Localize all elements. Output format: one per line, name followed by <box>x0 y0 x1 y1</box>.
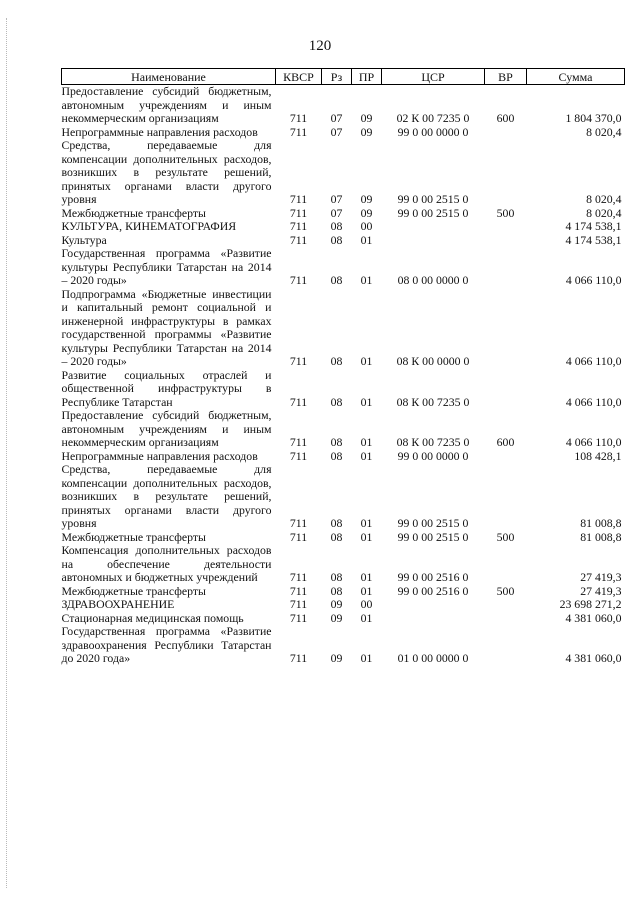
row-rz: 08 <box>330 273 343 287</box>
row-kvsr: 711 <box>289 205 308 220</box>
row-kvsr: 711 <box>289 610 308 625</box>
row-sum: 4 066 110,0 <box>565 435 622 449</box>
row-sum: 27 419,3 <box>580 583 622 598</box>
column-header-csr: ЦСР <box>382 69 485 85</box>
scan-margin-line <box>6 18 7 888</box>
row-csr <box>382 234 485 248</box>
row-kvsr: 711 <box>289 597 308 611</box>
row-rz: 08 <box>330 354 343 368</box>
row-rz: 08 <box>330 232 343 247</box>
row-sum: 8 020,4 <box>586 205 622 220</box>
row-kvsr: 711 <box>289 219 308 233</box>
row-vr <box>485 369 527 410</box>
row-rz: 08 <box>330 583 343 598</box>
column-header-rz: Рз <box>322 69 352 85</box>
table-row <box>62 450 625 464</box>
row-name: Культура <box>61 232 107 247</box>
row-name: Межбюджетные трансферты <box>61 529 206 544</box>
row-sum: 81 008,8 <box>580 529 622 544</box>
row-rz: 08 <box>330 435 343 449</box>
table-row <box>62 234 625 248</box>
page-number: 120 <box>308 38 332 54</box>
column-header-kvsr: КВСР <box>276 69 322 85</box>
column-header-vr: ВР <box>485 69 527 85</box>
row-vr <box>485 234 527 248</box>
row-kvsr: 711 <box>289 583 308 598</box>
row-pr: 01 <box>360 651 373 665</box>
table-row <box>62 220 625 234</box>
row-name: Межбюджетные трансферты <box>61 583 206 598</box>
row-rz: 08 <box>330 394 343 409</box>
row-kvsr: 711 <box>289 111 308 125</box>
row-kvsr: 711 <box>289 354 308 368</box>
table-row <box>62 585 625 599</box>
row-csr: 08 К 00 0000 0 <box>396 354 470 368</box>
row-csr: 08 0 00 0000 0 <box>397 273 469 287</box>
row-pr: 01 <box>360 529 373 544</box>
row-name: Предоставление субсидий бюджетным, автономным учреждениям и иным некоммерческим организациям <box>61 84 272 125</box>
row-vr <box>485 625 527 666</box>
row-vr <box>485 612 527 626</box>
row-name: Непрограммные направления расходов <box>61 124 258 139</box>
row-csr: 99 0 00 2515 0 <box>397 205 469 220</box>
row-kvsr: 711 <box>289 651 308 665</box>
row-name: Межбюджетные трансферты <box>61 205 206 220</box>
row-sum: 8 020,4 <box>586 192 622 206</box>
row-rz: 08 <box>330 529 343 544</box>
row-sum: 81 008,8 <box>580 516 622 530</box>
row-pr: 01 <box>360 570 373 584</box>
row-pr: 01 <box>360 354 373 368</box>
row-sum: 8 020,4 <box>586 124 622 139</box>
row-kvsr: 711 <box>289 529 308 544</box>
row-name: ЗДРАВООХРАНЕНИЕ <box>61 597 175 611</box>
row-rz: 09 <box>330 651 343 665</box>
row-pr: 01 <box>360 448 373 463</box>
row-vr <box>485 247 527 288</box>
row-rz: 07 <box>330 124 343 139</box>
row-rz: 08 <box>330 516 343 530</box>
row-pr: 01 <box>360 232 373 247</box>
row-vr: 500 <box>496 529 515 544</box>
table-row <box>62 369 625 410</box>
table-row <box>62 612 625 626</box>
row-csr: 99 0 00 0000 0 <box>397 448 469 463</box>
row-name: Компенсация дополнительных расходов на обеспечение деятельности автономных и бюджетных учреждений <box>61 543 272 584</box>
table-row <box>62 598 625 612</box>
row-vr: 500 <box>496 583 515 598</box>
row-kvsr: 711 <box>289 570 308 584</box>
row-csr: 02 К 00 7235 0 <box>396 111 470 125</box>
row-rz: 07 <box>330 192 343 206</box>
row-csr: 99 0 00 0000 0 <box>397 124 469 139</box>
row-pr: 09 <box>360 192 373 206</box>
table-row <box>62 139 625 207</box>
row-vr: 600 <box>496 435 515 449</box>
row-kvsr: 711 <box>289 448 308 463</box>
row-kvsr: 711 <box>289 124 308 139</box>
row-vr <box>485 126 527 140</box>
row-sum: 108 428,1 <box>574 448 622 463</box>
row-csr: 99 0 00 2515 0 <box>397 192 469 206</box>
row-csr <box>382 612 485 626</box>
row-pr: 01 <box>360 583 373 598</box>
row-kvsr: 711 <box>289 273 308 287</box>
row-pr: 01 <box>360 273 373 287</box>
table-row <box>62 531 625 545</box>
row-pr: 09 <box>360 111 373 125</box>
table-row <box>62 409 625 450</box>
row-sum: 4 381 060,0 <box>565 651 622 665</box>
row-name: Государственная программа «Развитие культуры Республики Татарстан на 2014 – 2020 годы» <box>61 246 272 287</box>
table-header-row <box>62 69 625 85</box>
row-pr: 09 <box>360 205 373 220</box>
row-vr: 500 <box>496 205 515 220</box>
row-rz: 08 <box>330 219 343 233</box>
row-pr: 01 <box>360 610 373 625</box>
table-row <box>62 247 625 288</box>
row-kvsr: 711 <box>289 232 308 247</box>
row-vr <box>485 220 527 234</box>
table-row <box>62 625 625 666</box>
row-sum: 1 804 370,0 <box>565 111 622 125</box>
row-csr <box>382 220 485 234</box>
row-sum: 4 174 538,1 <box>565 219 622 233</box>
row-rz: 07 <box>330 111 343 125</box>
row-name: Подпрограмма «Бюджетные инвестиции и капитальный ремонт социальной и инженерной инфраструктуры в рамках государственной программы «Развитие культуры Республики Татарстан на 2014 – 2020 годы» <box>61 286 272 368</box>
row-csr: 99 0 00 2516 0 <box>397 570 469 584</box>
row-vr <box>485 288 527 369</box>
row-pr: 01 <box>360 516 373 530</box>
row-csr: 99 0 00 2515 0 <box>397 516 469 530</box>
row-pr: 09 <box>360 124 373 139</box>
row-vr <box>485 463 527 531</box>
row-sum: 4 174 538,1 <box>565 232 622 247</box>
row-pr: 01 <box>360 394 373 409</box>
row-rz: 08 <box>330 570 343 584</box>
table-row <box>62 544 625 585</box>
row-vr <box>485 139 527 207</box>
column-header-pr: ПР <box>352 69 382 85</box>
table-row <box>62 126 625 140</box>
row-name: Предоставление субсидий бюджетным, автономным учреждениям и иным некоммерческим организациям <box>61 408 272 449</box>
table-body <box>62 85 625 666</box>
row-sum: 4 066 110,0 <box>565 273 622 287</box>
row-sum: 27 419,3 <box>580 570 622 584</box>
table-row <box>62 463 625 531</box>
row-vr <box>485 598 527 612</box>
row-pr: 00 <box>360 219 373 233</box>
row-sum: 4 381 060,0 <box>565 610 622 625</box>
row-name: Средства, передаваемые для компенсации дополнительных расходов, возникших в результате решений, принятых органами власти другого уровня <box>61 462 272 530</box>
row-kvsr: 711 <box>289 192 308 206</box>
row-vr: 600 <box>496 111 515 125</box>
row-csr: 08 К 00 7235 0 <box>396 435 470 449</box>
row-sum: 23 698 271,2 <box>559 597 622 611</box>
row-name: Государственная программа «Развитие здравоохранения Республики Татарстан до 2020 года» <box>61 624 272 665</box>
row-csr: 99 0 00 2515 0 <box>397 529 469 544</box>
budget-table <box>61 68 625 666</box>
row-sum: 4 066 110,0 <box>565 394 622 409</box>
table-row <box>62 207 625 221</box>
row-kvsr: 711 <box>289 435 308 449</box>
table-row <box>62 288 625 369</box>
row-name: Стационарная медицинская помощь <box>61 610 244 625</box>
row-rz: 07 <box>330 205 343 220</box>
column-header-name: Наименование <box>62 69 276 85</box>
row-kvsr: 711 <box>289 516 308 530</box>
column-header-sum: Сумма <box>527 69 625 85</box>
row-name: Развитие социальных отраслей и общественной инфраструктуры в Республике Татарстан <box>61 367 272 409</box>
row-vr <box>485 450 527 464</box>
row-kvsr: 711 <box>289 394 308 409</box>
row-pr: 01 <box>360 435 373 449</box>
row-pr: 00 <box>360 597 373 611</box>
row-rz: 09 <box>330 597 343 611</box>
row-csr: 01 0 00 0000 0 <box>397 651 469 665</box>
row-name: Непрограммные направления расходов <box>61 448 258 463</box>
row-csr: 99 0 00 2516 0 <box>397 583 469 598</box>
row-csr: 08 К 00 7235 0 <box>396 394 470 409</box>
row-name: КУЛЬТУРА, КИНЕМАТОГРАФИЯ <box>61 219 237 233</box>
row-rz: 09 <box>330 610 343 625</box>
table-row <box>62 85 625 126</box>
row-rz: 08 <box>330 448 343 463</box>
row-csr <box>382 598 485 612</box>
row-vr <box>485 544 527 585</box>
row-sum: 4 066 110,0 <box>565 354 622 368</box>
row-name: Средства, передаваемые для компенсации дополнительных расходов, возникших в результате решений, принятых органами власти другого уровня <box>61 138 272 206</box>
